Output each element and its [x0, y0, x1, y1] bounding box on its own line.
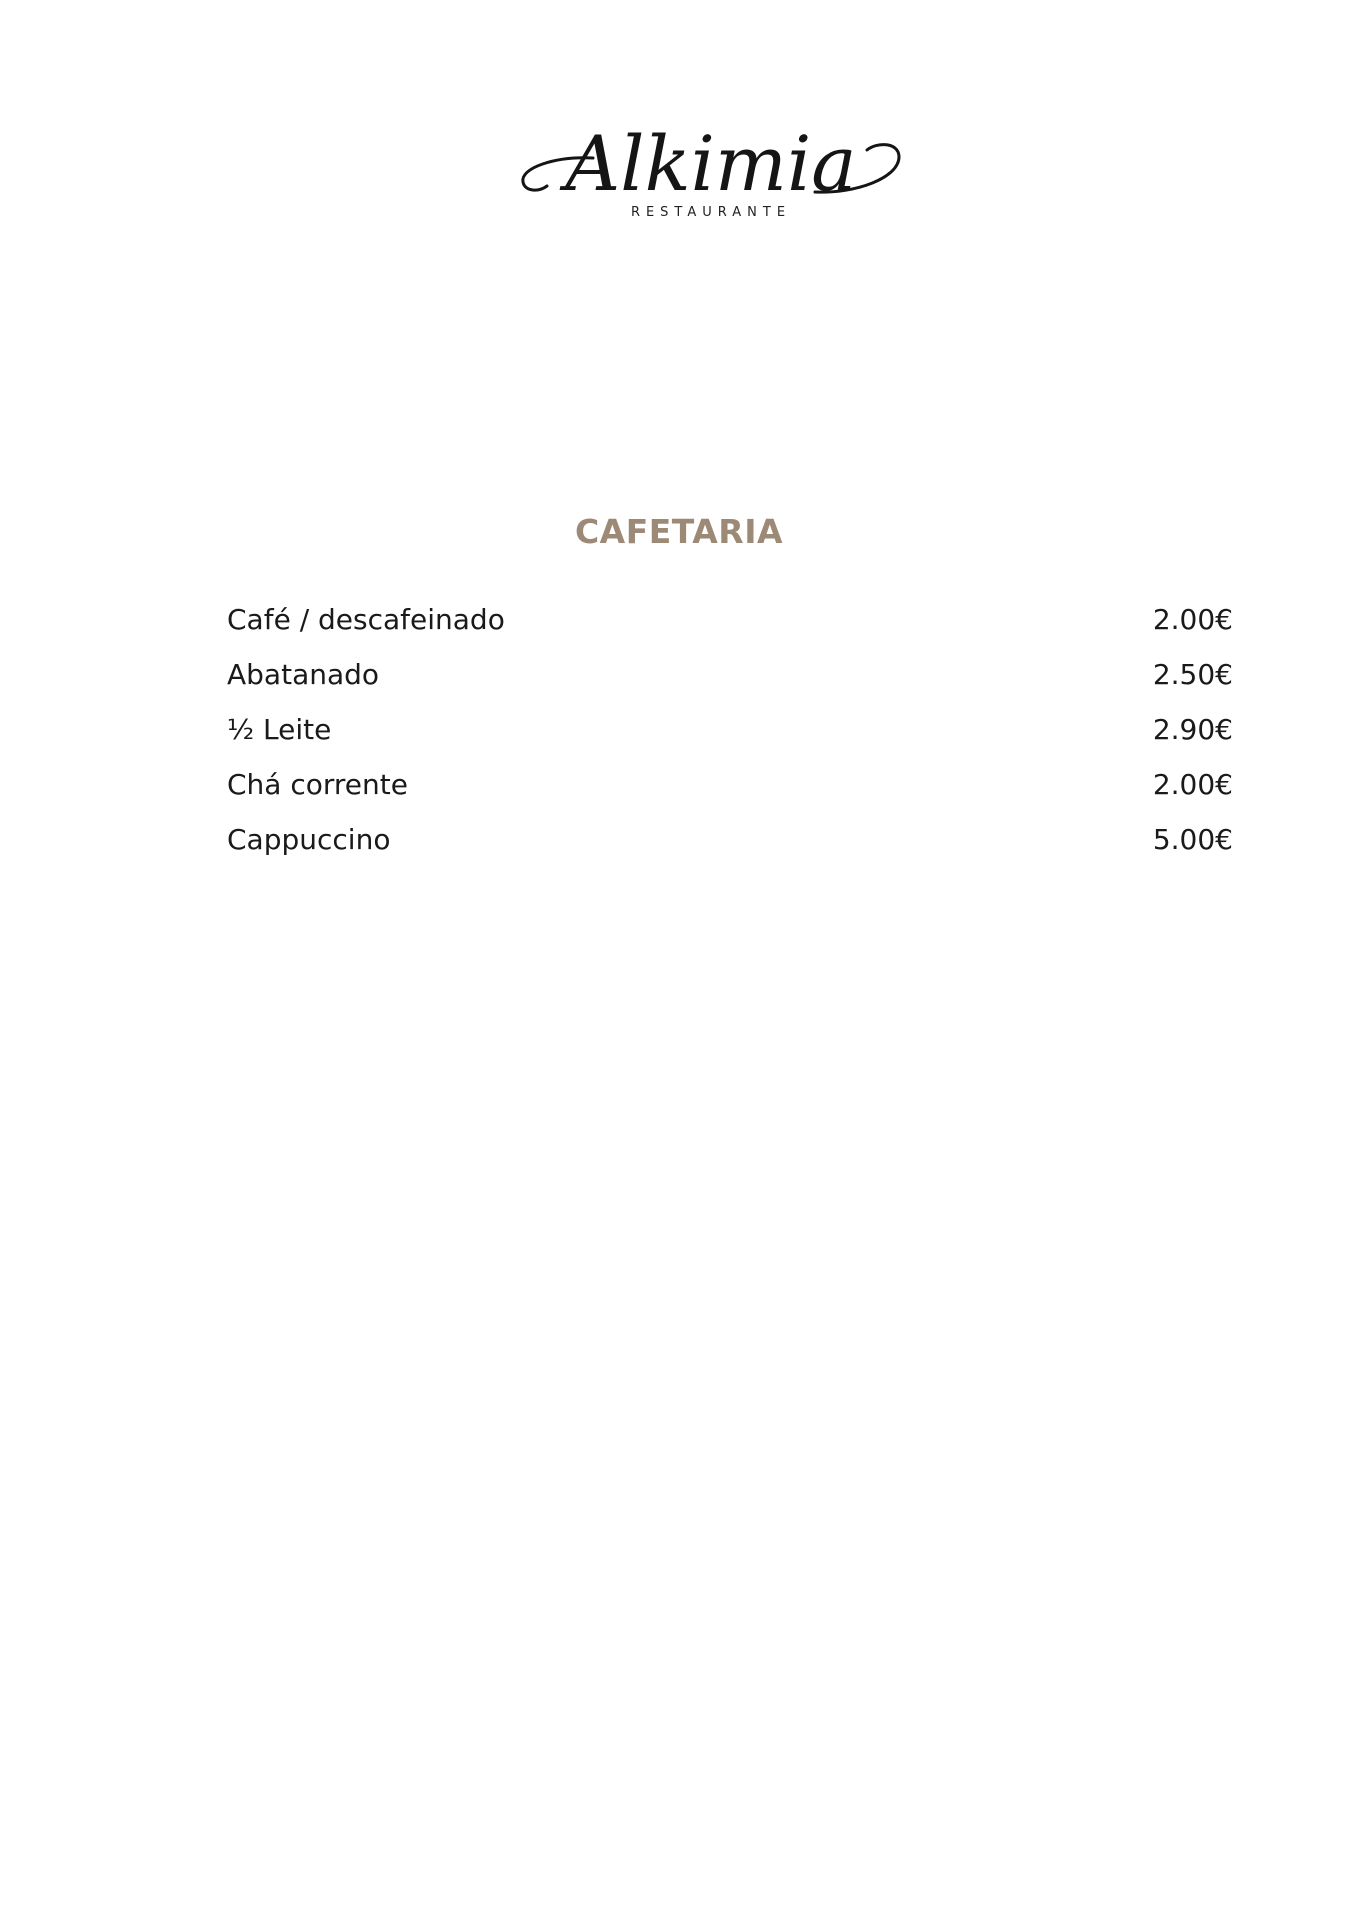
section-title: CAFETARIA	[574, 512, 784, 551]
logo-wordmark: Alkimia	[565, 120, 857, 208]
menu-item-name: ½ Leite	[227, 713, 332, 746]
menu-item	[227, 812, 1233, 867]
menu-item	[227, 757, 1233, 812]
menu-item-price: 2.00€	[1152, 603, 1233, 636]
menu-item-name: Chá corrente	[227, 768, 408, 801]
menu-item	[227, 647, 1233, 702]
logo-graphic	[515, 120, 915, 230]
menu-item	[227, 592, 1233, 647]
restaurant-logo	[515, 120, 915, 230]
menu-item-price: 5.00€	[1152, 823, 1233, 856]
menu-item-name: Abatanado	[227, 658, 380, 691]
menu-item-name: Café / descafeinado	[227, 603, 505, 636]
menu-item-name: Cappuccino	[227, 823, 391, 856]
menu-item-price: 2.90€	[1152, 713, 1233, 746]
menu-list	[227, 592, 1233, 867]
menu-item-price: 2.50€	[1152, 658, 1233, 691]
logo-subtitle: RESTAURANTE	[630, 205, 792, 220]
menu-item	[227, 702, 1233, 757]
menu-item-price: 2.00€	[1152, 768, 1233, 801]
